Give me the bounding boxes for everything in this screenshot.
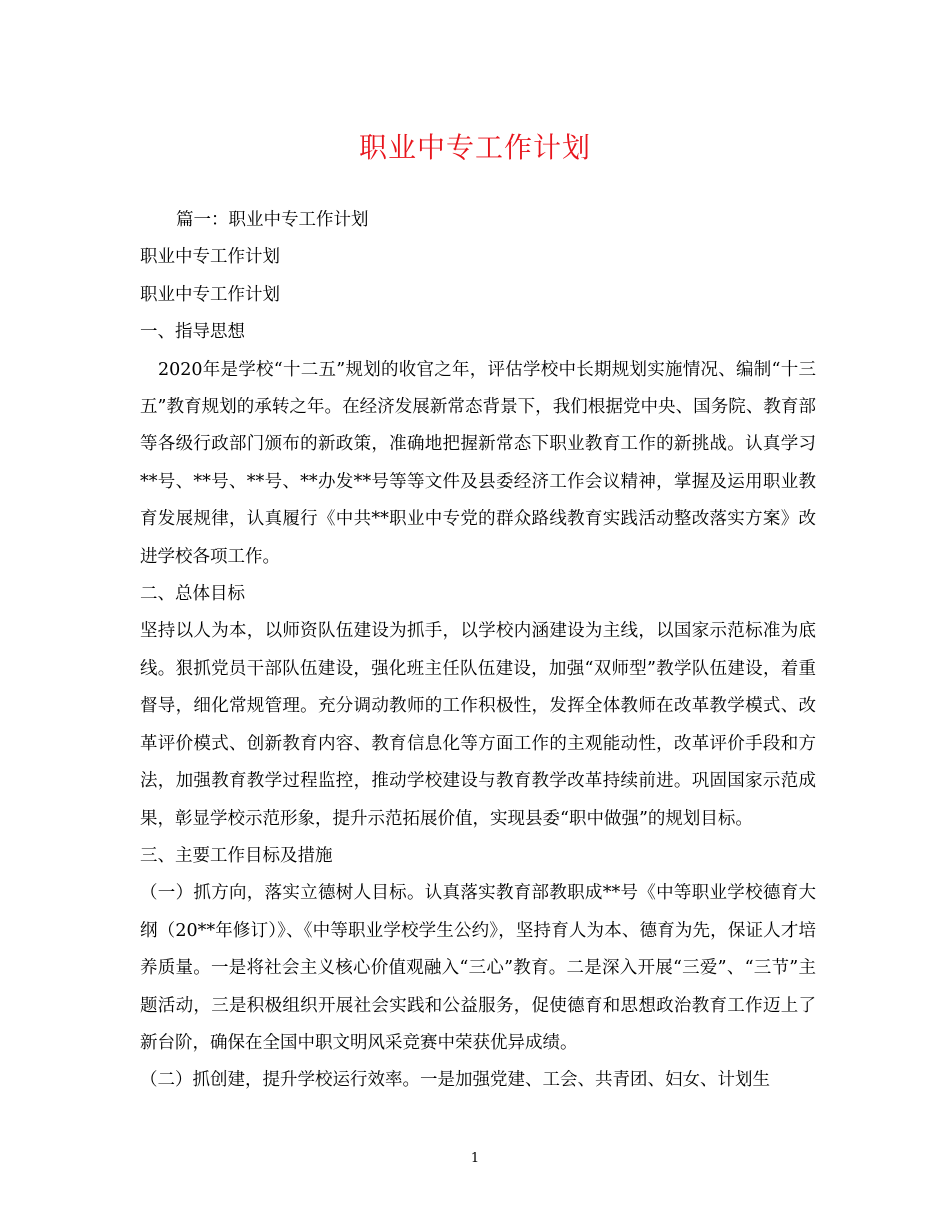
paragraph-main-goals-1: （一）抓方向，落实立德树人目标。认真落实教育部教职成**号《中等职业学校德育大纲（20**年修订）》、《中等职业学校学生公约》，坚持育人为本、德育为先，保证人才培养质量。一是将社会主义核心价值观融入“三心”教育。二是深入开展“三爱”、“三节”主题活动，三是积极组织开展社会实践和公益服务，促使德育和思想政治教育工作迈上了新台阶，确保在全国中职文明风采竞赛中荣获优异成绩。: [140, 883, 816, 1053]
document-title: 职业中专工作计划: [358, 131, 591, 164]
section-heading-overall-goal: 二、总体目标: [140, 584, 245, 605]
section-heading-main-goals: 三、主要工作目标及措施: [140, 845, 333, 866]
document-body: [140, 202, 816, 1100]
page-number: 1: [470, 1151, 480, 1166]
paragraph-main-goals-2: （二）抓创建，提升学校运行效率。一是加强党建、工会、共青团、妇女、计划生: [140, 1070, 770, 1091]
paragraph-guiding-thought: 2020年是学校“十二五”规划的收官之年，评估学校中长期规划实施情况、编制“十三五”教育规划的承转之年。在经济发展新常态背景下，我们根据党中央、国务院、教育部等各级行政部门颁布的新政策，准确地把握新常态下职业教育工作的新挑战。认真学习**号、**号、**号、**办发**号等等文件及县委经济工作会议精神，掌握及运用职业教育发展规律，认真履行《中共**职业中专党的群众路线教育实践活动整改落实方案》改进学校各项工作。: [140, 359, 816, 567]
section-heading-part-one: 篇一：职业中专工作计划: [176, 210, 369, 230]
paragraph-overall-goal: 坚持以人为本，以师资队伍建设为抓手，以学校内涵建设为主线，以国家示范标准为底线。狠抓党员干部队伍建设，强化班主任队伍建设，加强“双师型”教学队伍建设，着重督导，细化常规管理。充分调动教师的工作积极性，发挥全体教师在改革教学模式、改革评价模式、创新教育内容、教育信息化等方面工作的主观能动性，改革评价手段和方法，加强教育教学过程监控，推动学校建设与教育教学改革持续前进。巩固国家示范成果，彰显学校示范形象，提升示范拓展价值，实现县委“职中做强”的规划目标。: [140, 621, 816, 829]
paragraph-heading-repeat-1: 职业中专工作计划: [140, 247, 280, 268]
section-heading-guiding-thought: 一、指导思想: [140, 322, 245, 343]
paragraph-heading-repeat-2: 职业中专工作计划: [140, 284, 280, 305]
